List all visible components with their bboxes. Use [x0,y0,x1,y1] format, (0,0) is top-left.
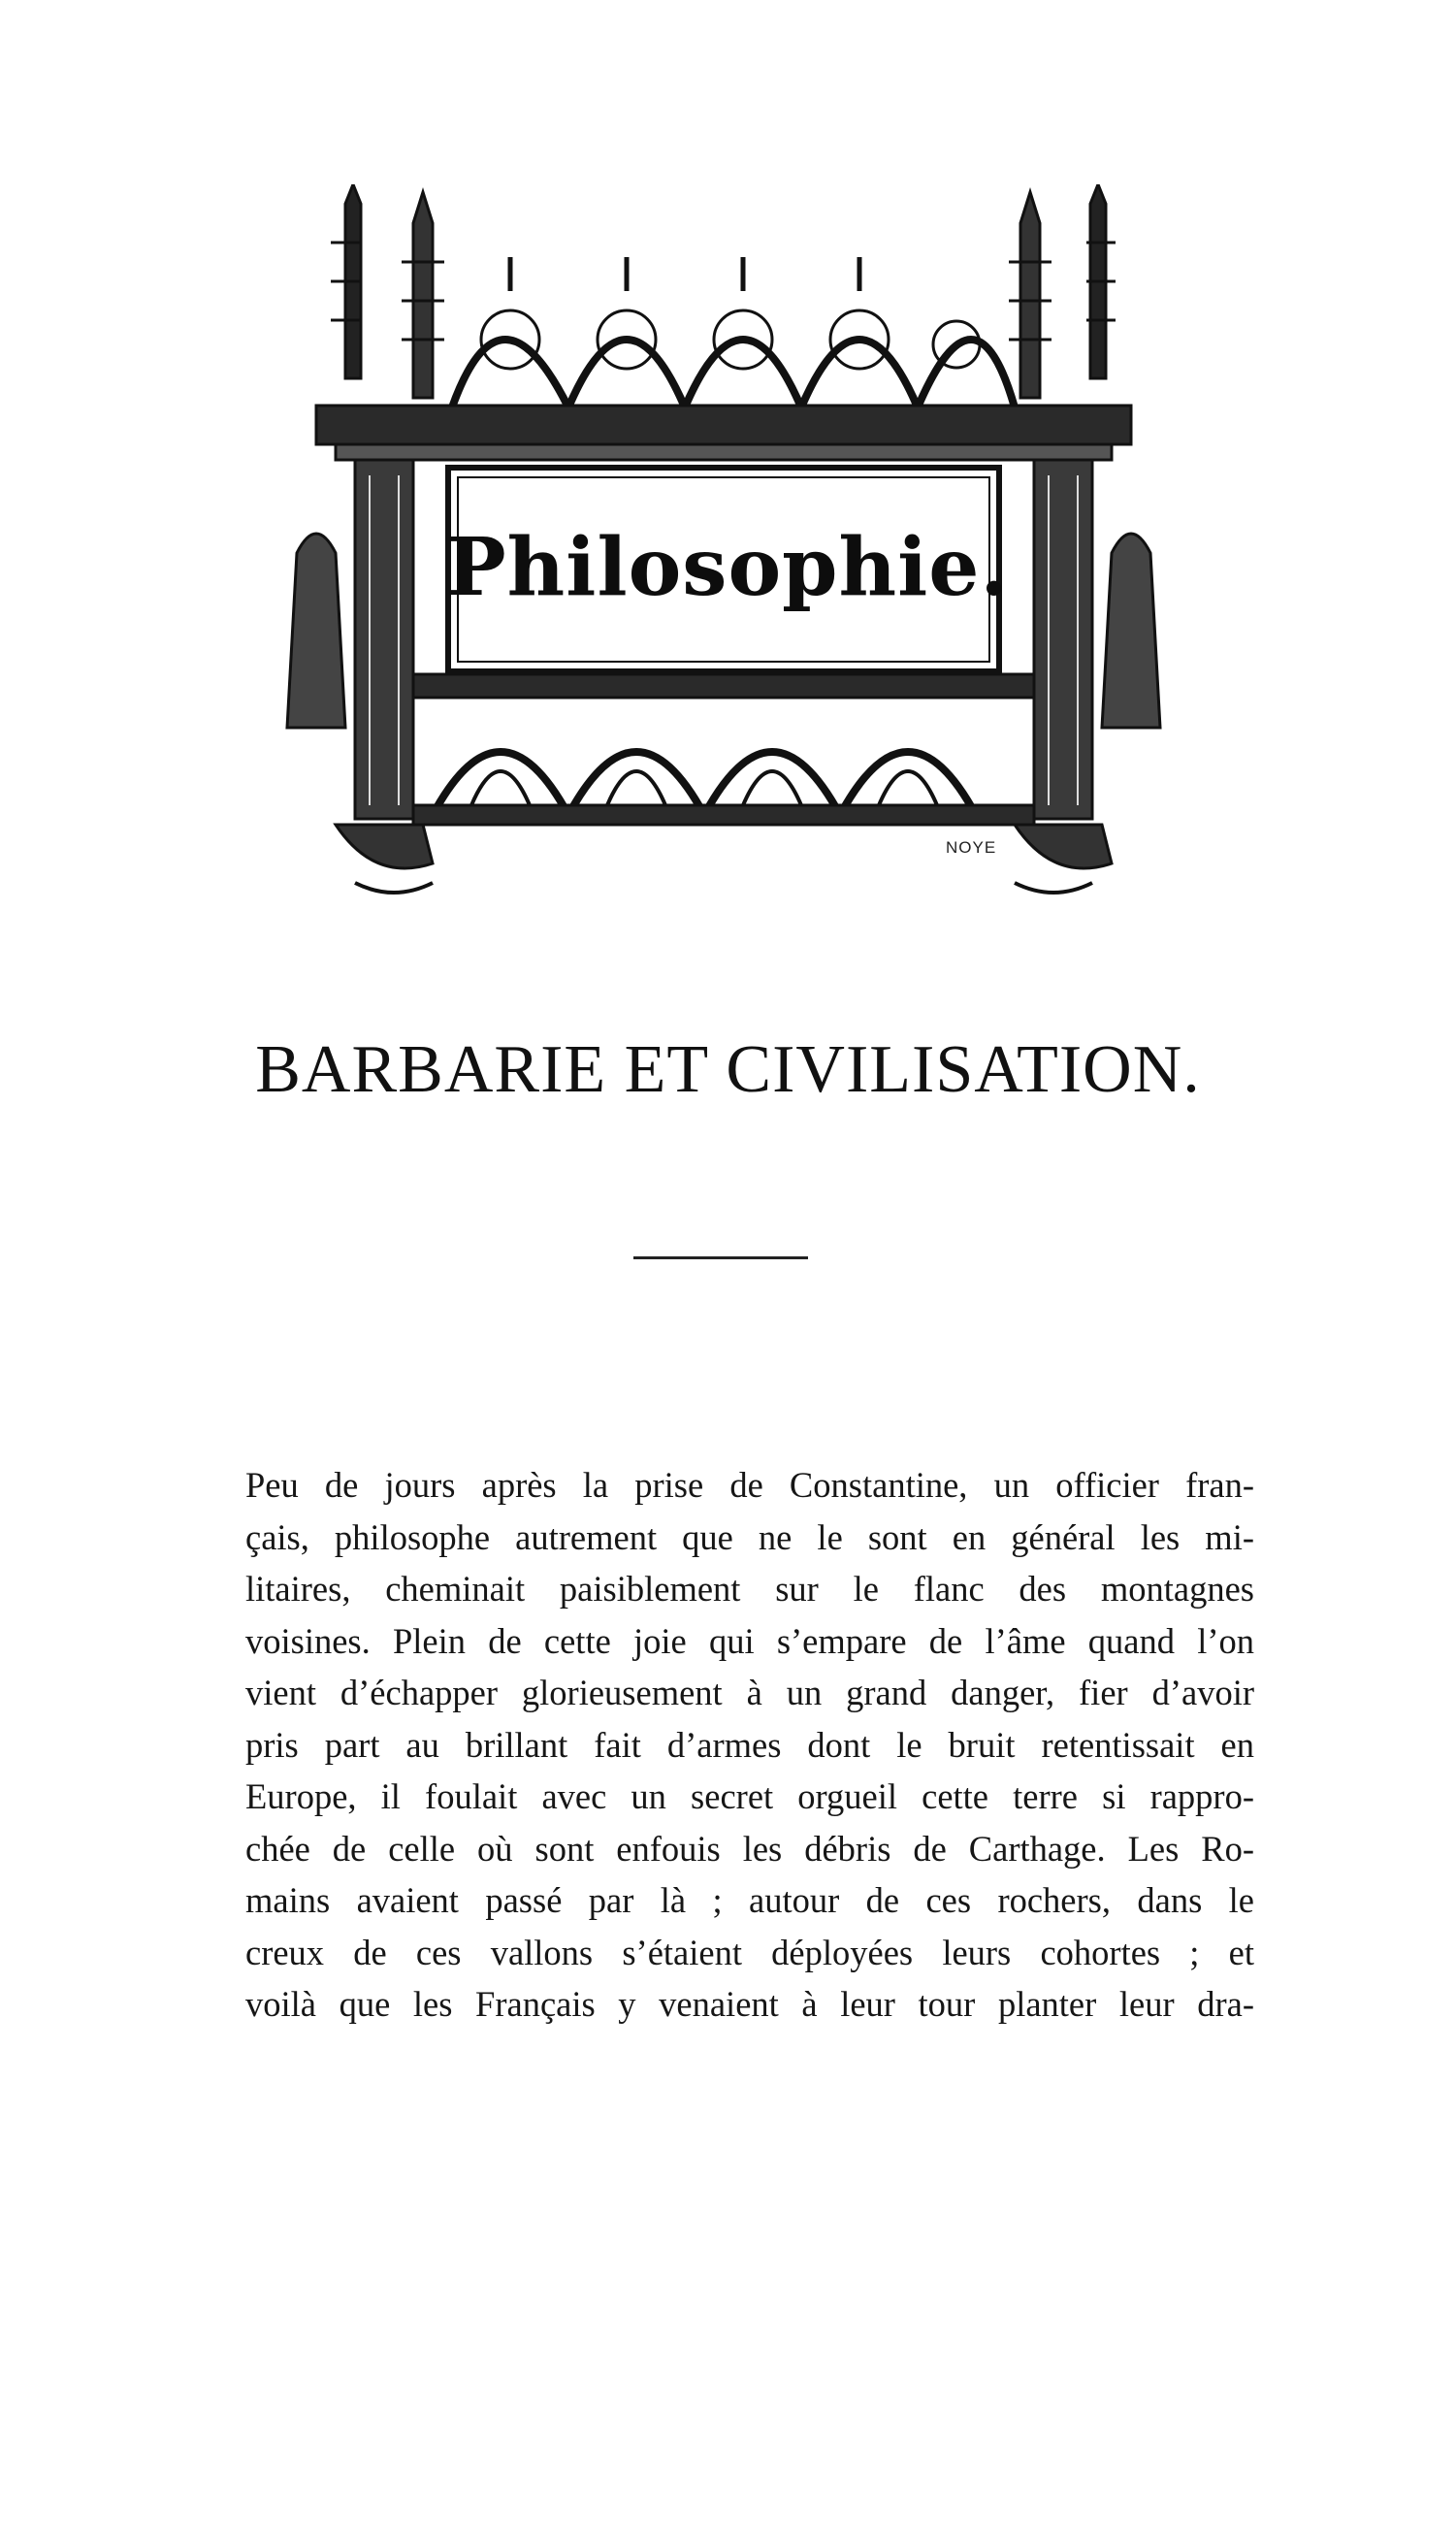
body-line: vient d’échapper glorieusement à un grand danger, fier d’avoir [245,1673,1254,1712]
body-line: Europe, il foulait avec un secret orgueil cette terre si rappro- [245,1776,1254,1816]
body-line: litaires, cheminait paisiblement sur le flanc des montagnes [245,1569,1254,1609]
body-line: Peu de jours après la prise de Constantine, un officier fran- [245,1465,1254,1505]
body-line: çais, philosophe autrement que ne le sont en général les mi- [245,1516,1254,1557]
article-body [245,1459,1254,2031]
title-divider-rule [633,1256,808,1259]
body-line: chée de celle où sont enfouis les débris de Carthage. Les Ro- [245,1828,1254,1869]
body-line: voisines. Plein de cette joie qui s’empare de l’âme quand l’on [245,1620,1254,1661]
body-line: pris part au brillant fait d’armes dont le bruit retentissait en [245,1724,1254,1765]
body-line: voilà que les Français y venaient à leur tour planter leur dra- [245,1984,1254,2024]
body-line: mains avaient passé par là ; autour de ces rochers, dans le [245,1880,1254,1920]
engraver-signature: NOYE [946,838,997,857]
article-title: BARBARIE ET CIVILISATION. [255,1032,1201,1107]
body-line: creux de ces vallons s’étaient déployées leurs cohortes ; et [245,1932,1254,1972]
section-label-philosophie: Philosophie. [446,521,1009,614]
